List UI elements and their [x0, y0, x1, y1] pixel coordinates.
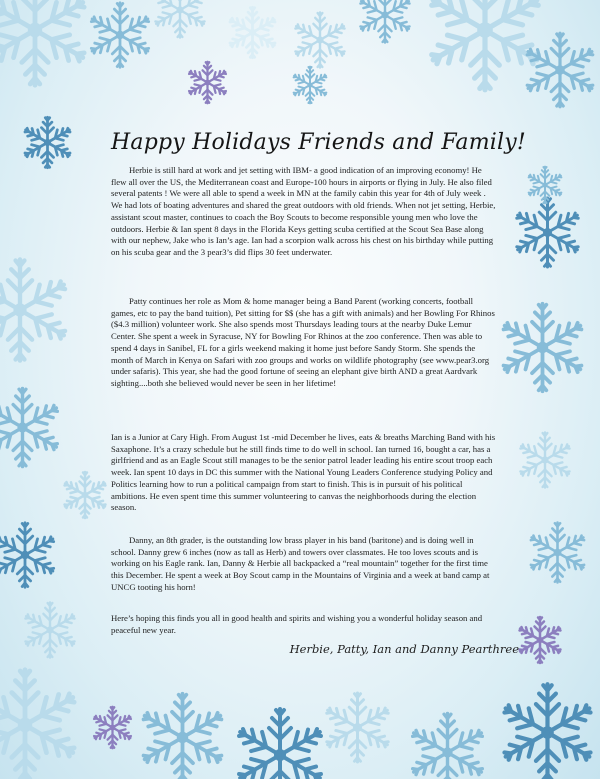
snowflake-icon [225, 5, 280, 60]
snowflake-icon [525, 520, 590, 585]
snowflake-icon [230, 705, 330, 779]
snowflake-icon [90, 705, 135, 750]
snowflake-icon [510, 195, 585, 270]
snowflake-icon [20, 115, 75, 170]
snowflake-icon [290, 65, 330, 105]
paragraph-closing: Here’s hoping this finds you all in good health and spirits and wishing you a wonderful holiday season and peaceful new year. [111, 613, 483, 635]
snowflake-icon [525, 165, 565, 205]
snowflake-icon [290, 10, 350, 70]
snowflake-icon [60, 470, 110, 520]
signature: Herbie, Patty, Ian and Danny Pearthree [289, 642, 519, 656]
snowflake-icon [0, 520, 60, 590]
snowflake-icon [150, 0, 210, 40]
letter-title: Happy Holidays Friends and Family! [111, 130, 526, 155]
snowflake-icon [85, 0, 155, 70]
snowflake-icon [135, 690, 230, 779]
snowflake-icon [405, 710, 490, 779]
snowflake-icon [0, 665, 85, 779]
snowflake-icon [515, 615, 565, 665]
paragraph-ian: Ian is a Junior at Cary High. From August 1st -mid December he lives, eats & breaths Marching Band with his Saxaphone. It’s a crazy schedule but he still finds time to do well in school. Ian turned 16, bought a car, has a girlfriend and as an Eagle Scout still manages to be the senior patrol leader leading his entire scout troop each week. Ian spent 10 days in DC this summer with the National Young Leaders Conference studying Policy and Politics learning how to run a political campaign from start to finish. This is in pursuit of his political ambitions. He even spent time this summer volunteering to canvas the neighborhoods during the election season. [111, 432, 496, 513]
snowflake-icon [0, 255, 75, 365]
snowflake-icon [0, 0, 95, 90]
snowflake-icon [515, 430, 575, 490]
snowflake-icon [520, 30, 600, 110]
paragraph-danny: Danny, an 8th grader, is the outstanding low brass player in his band (baritone) and is doing well in school. Danny grew 6 inches (now as tall as Herb) and towers over classmates. He too loves scouts and is working on his Eagle rank. Ian, Danny & Herbie all backpacked a “real mountain” together for the first time this December. He spent a week at Boy Scout camp in the Mountains of Virginia and a week at band camp at UNCG tooting his horn! [111, 535, 490, 592]
snowflake-icon [20, 600, 80, 660]
snowflake-icon [495, 680, 600, 779]
snowflake-icon [185, 60, 230, 105]
snowflake-icon [0, 385, 65, 470]
paragraph-herbie: Herbie is still hard at work and jet setting with IBM- a good indication of an improving economy! He flew all over the US, the Mediterranean coast and Europe-100 hours in airports or flying in July. He also filed several patents ! We were all able to spend a week in MN at the family cabin this year for 4th of July week . We had lots of boating adventures and shared the great outdoors with old friends. When not jet setting, Herbie, assistant scout master, continues to coach the Boy Scouts to become responsible young men who love the outdoors. Herbie & Ian spent 8 days in the Florida Keys getting scuba certified at the Scout Sea Base along with our nephew, Jake who is Ian’s age. Ian had a scorpion walk across his chest on his birthday while putting on his scuba gear and the 3 pear3’s did flips 30 feet underwater. [111, 165, 496, 257]
snowflake-icon [320, 690, 395, 765]
paragraph-patty: Patty continues her role as Mom & home manager being a Band Parent (working concerts, football games, etc to pay the band tuition), Pet sitting for $$ (she has a gift with animals) and her Bowling For Rhinos ($4.3 million) volunteer work. She also spends most Thursdays leading tours at the nearby Duke Lemur Center. She spent a week in Syracuse, NY for Bowling For Rhinos at the zoo conference. Then was able to spend 4 days in Sanibel, FL for a girls weekend making it home just before Sandy Storm. She spends the month of March in Kenya on Safari with zoo groups and works on wildlife photography (see www.pear3.org under safaris). This year, she had the good fortune of seeing an elephant give birth AND a great Aardvark sighting....both she believed would never be seen in her lifetime! [111, 296, 495, 388]
snowflake-icon [355, 0, 415, 45]
snowflake-icon [495, 300, 590, 395]
